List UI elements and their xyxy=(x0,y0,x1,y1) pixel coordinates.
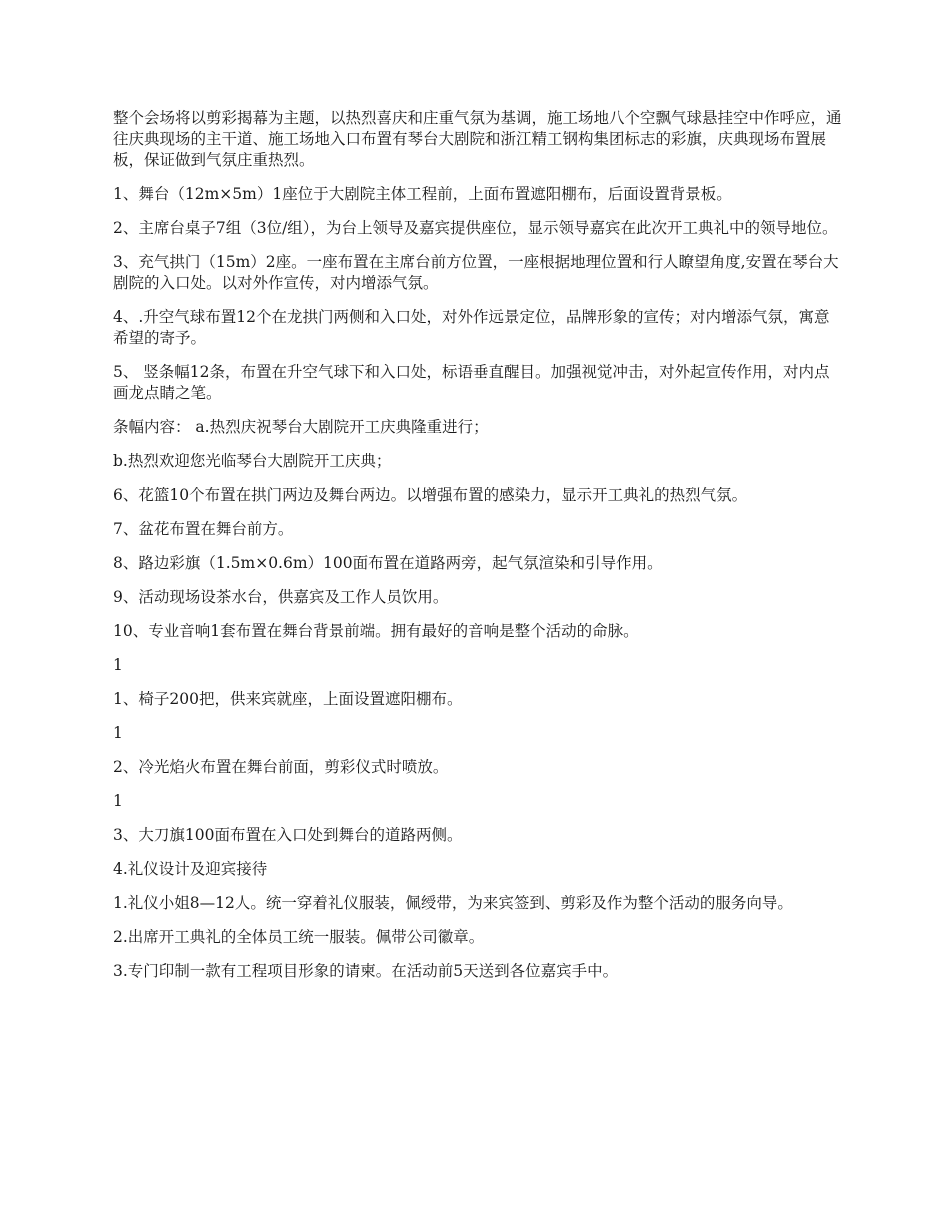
document-body xyxy=(113,108,843,995)
paragraph-banner-content-b: b.热烈欢迎您光临琴台大剧院开工庆典； xyxy=(113,452,392,470)
paragraph-item-tables: 2、主席台桌子7组（3位/组），为台上领导及嘉宾提供座位，显示领导嘉宾在此次开工典礼中的领导地位。 xyxy=(113,219,838,237)
paragraph-item-balloons: 4、.升空气球布置12个在龙拱门两侧和入口处，对外作远景定位，品牌形象的宣传；对内增添气氛，寓意希望的寄予。 xyxy=(113,308,830,347)
paragraph-banner-content-a: 条幅内容： a.热烈庆祝琴台大剧院开工庆典隆重进行； xyxy=(113,418,489,436)
paragraph-etiquette-hostesses: 1.礼仪小姐8—12人。统一穿着礼仪服装，佩绶带，为来宾签到、剪彩及作为整个活动的服务向导。 xyxy=(113,894,793,912)
paragraph-item-baskets: 6、花篮10个布置在拱门两边及舞台两边。以增强布置的感染力，显示开工典礼的热烈气氛。 xyxy=(113,486,748,504)
paragraph-item-arch: 3、充气拱门（15m）2座。一座布置在主席台前方位置，一座根据地理位置和行人瞭望角度,安置在琴台大剧院的入口处。以对外作宣传，对内增添气氛。 xyxy=(113,253,839,292)
section-heading-etiquette: 4.礼仪设计及迎宾接待 xyxy=(113,860,268,878)
paragraph-number: 1 xyxy=(113,792,123,810)
paragraph-item-sword-flags: 3、大刀旗100面布置在入口处到舞台的道路两侧。 xyxy=(113,826,463,844)
paragraph-etiquette-invitation: 3.专门印制一款有工程项目形象的请柬。在活动前5天送到各位嘉宾手中。 xyxy=(113,962,619,980)
paragraph-item-banners: 5、 竖条幅12条，布置在升空气球下和入口处，标语垂直醒目。加强视觉冲击，对外起宣传作用，对内点画龙点睛之笔。 xyxy=(113,363,830,402)
paragraph-number: 1 xyxy=(113,656,123,674)
paragraph-item-stage: 1、舞台（12m×5m）1座位于大剧院主体工程前，上面布置遮阳棚布，后面设置背景板。 xyxy=(113,185,732,203)
paragraph-intro: 整个会场将以剪彩揭幕为主题，以热烈喜庆和庄重气氛为基调，施工场地八个空飘气球悬挂空中作呼应，通往庆典现场的主干道、施工场地入口布置有琴台大剧院和浙江精工钢构集团标志的彩旗，庆典现场布置展板，保证做到气氛庄重热烈。 xyxy=(113,109,842,169)
paragraph-item-chairs: 1、椅子200把，供来宾就座，上面设置遮阳棚布。 xyxy=(113,690,463,708)
paragraph-etiquette-uniform: 2.出席开工典礼的全体员工统一服装。佩带公司徽章。 xyxy=(113,928,485,946)
paragraph-item-tea: 9、活动现场设茶水台，供嘉宾及工作人员饮用。 xyxy=(113,588,449,606)
paragraph-number: 1 xyxy=(113,724,123,742)
paragraph-item-fireworks: 2、冷光焰火布置在舞台前面，剪彩仪式时喷放。 xyxy=(113,758,449,776)
paragraph-item-potted-flowers: 7、盆花布置在舞台前方。 xyxy=(113,520,294,538)
paragraph-item-audio: 10、专业音响1套布置在舞台背景前端。拥有最好的音响是整个活动的命脉。 xyxy=(113,622,639,640)
paragraph-item-flags: 8、路边彩旗（1.5m×0.6m）100面布置在道路两旁，起气氛渲染和引导作用。 xyxy=(113,554,663,572)
